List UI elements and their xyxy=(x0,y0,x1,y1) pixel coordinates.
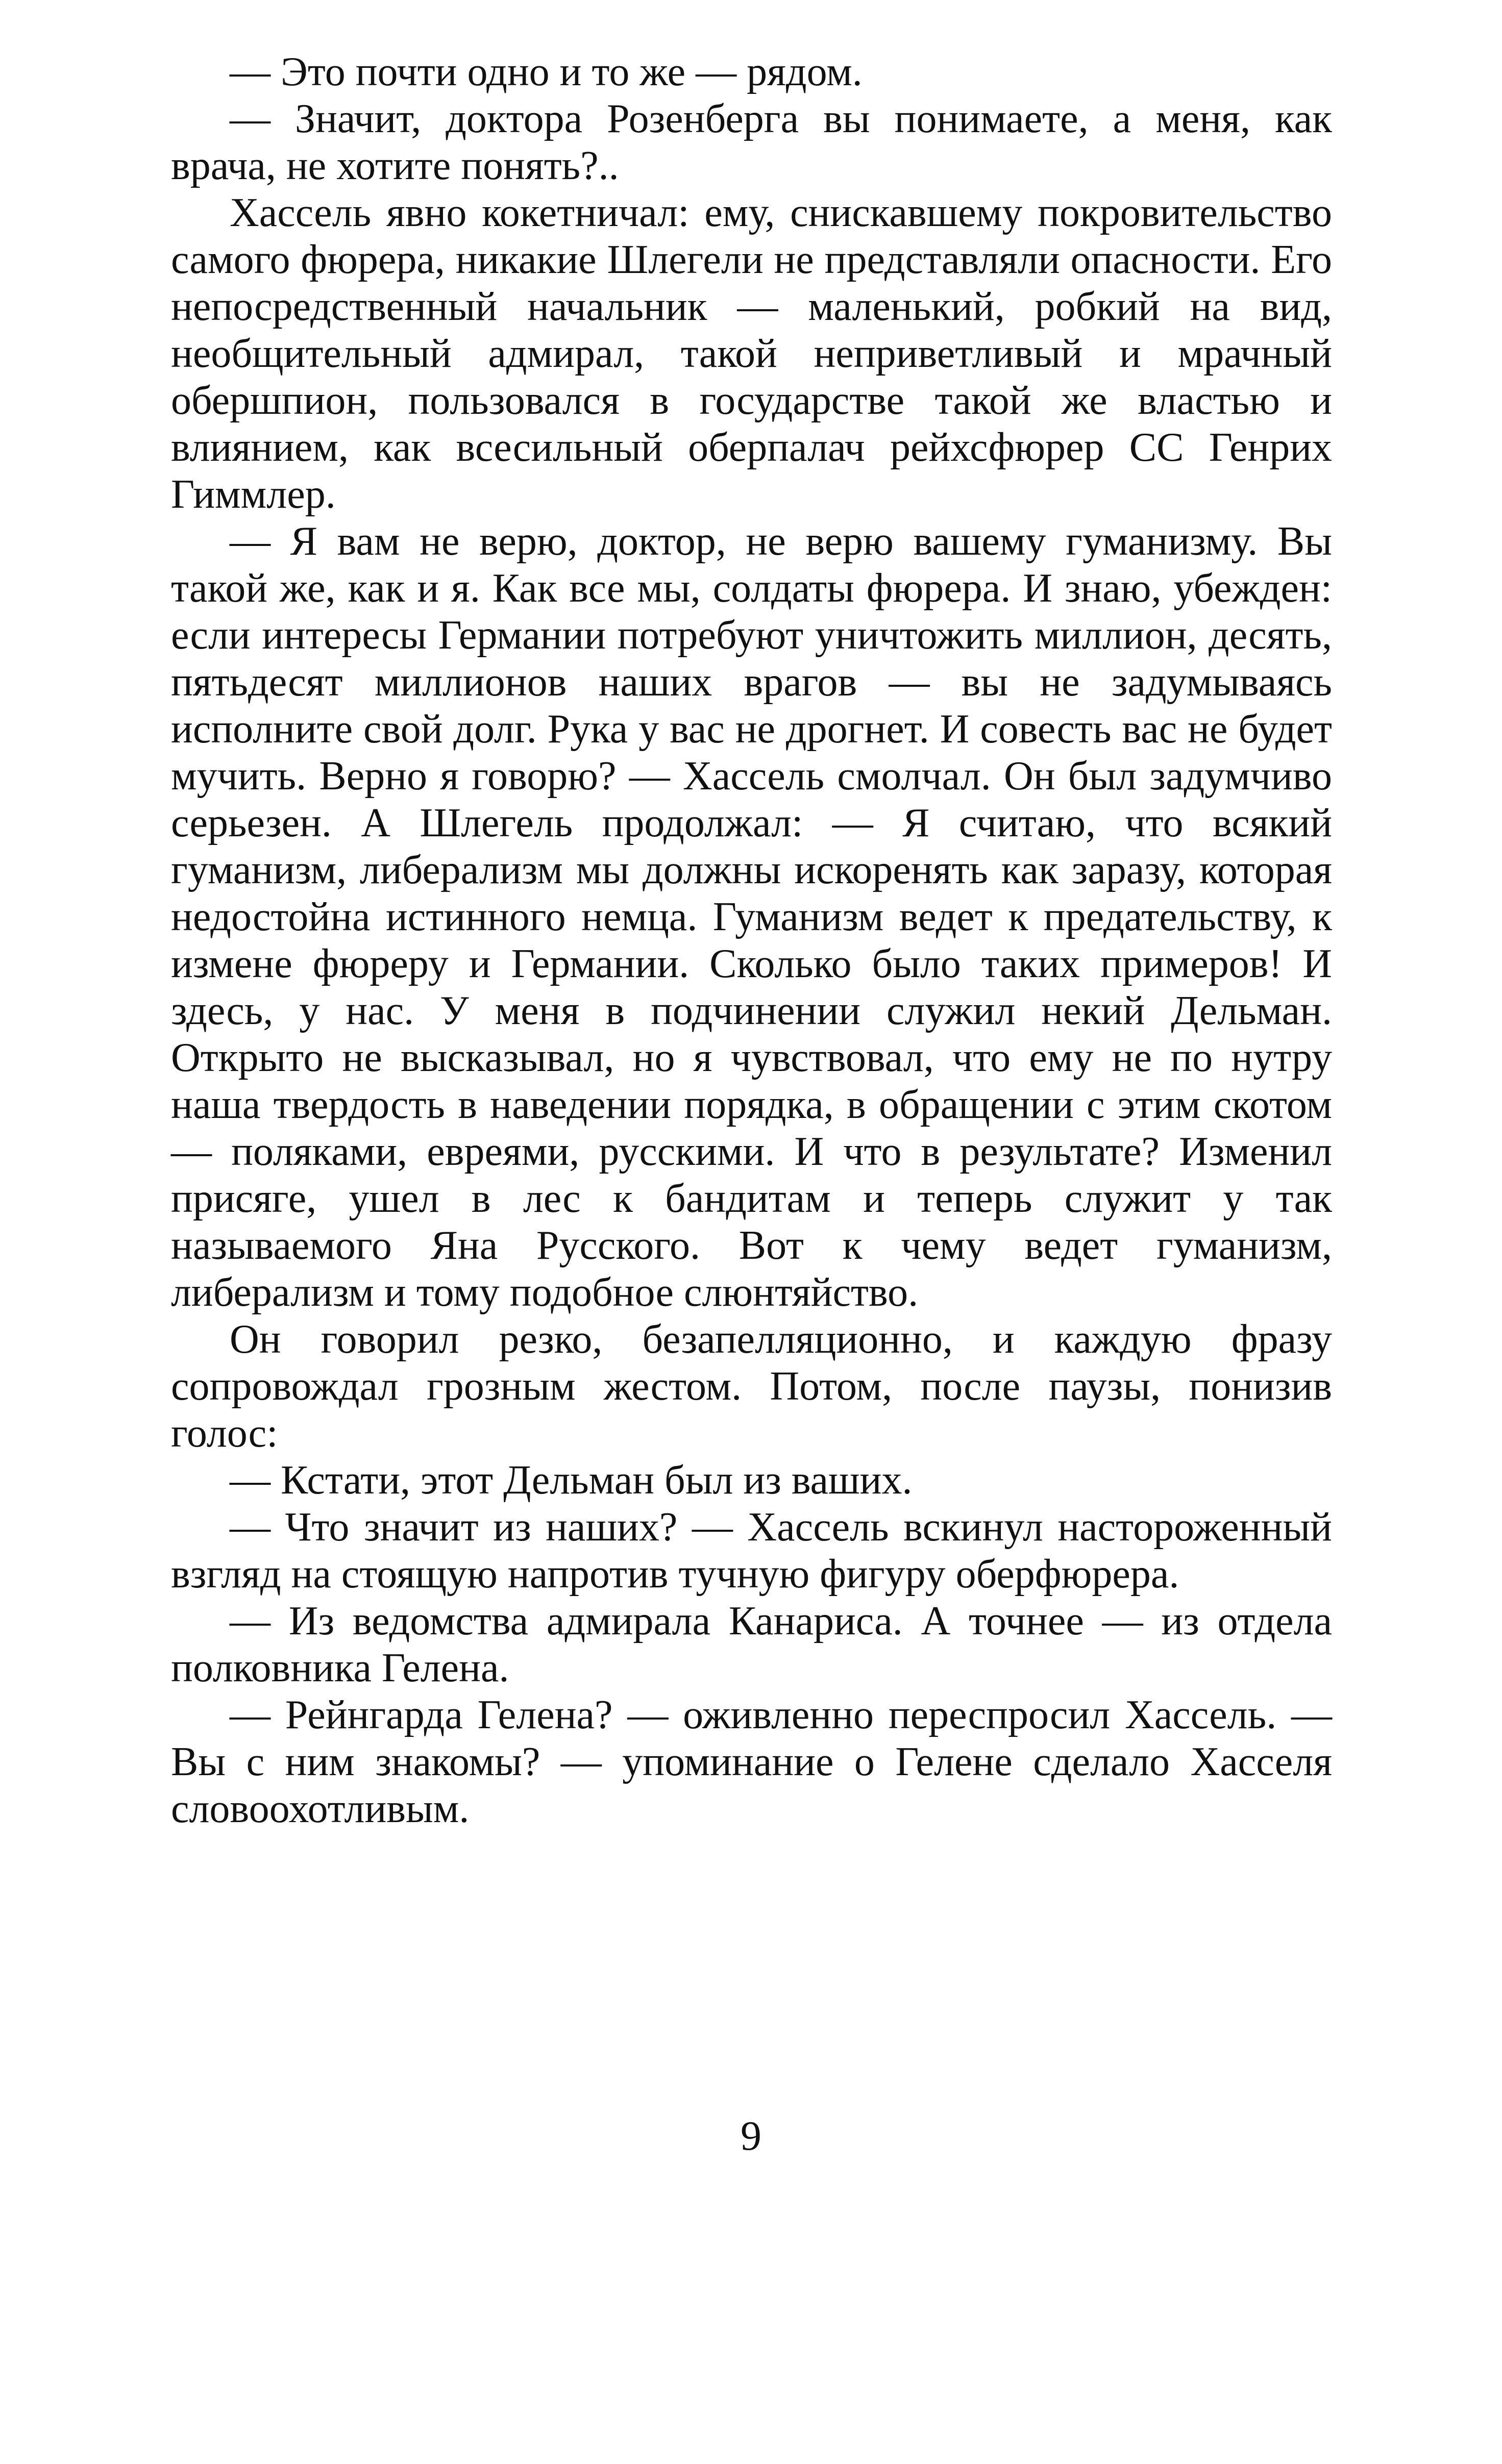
paragraph-9: — Рейнгарда Гелена? — оживленно переспросил Хассель. — Вы с ним знакомы? — упоминание о Гелене сделало Хасселя словоохотливым. xyxy=(171,1693,1332,1831)
paragraph-6: — Кстати, этот Дельман был из ваших. xyxy=(230,1458,913,1503)
paragraph-2: — Значит, доктора Розенберга вы понимаете, а меня, как врача, не хотите понять?.. xyxy=(171,96,1332,188)
paragraph-4: — Я вам не верю, доктор, не верю вашему гуманизму. Вы такой же, как и я. Как все мы, солдаты фюрера. И знаю, убежден: если интересы Германии потребуют уничтожить миллион, десять, пятьдесят миллионов наших врагов — вы не задумываясь исполните свой долг. Рука у вас не дрогнет. И совесть вас не будет мучить. Верно я говорю? — Хассель смолчал. Он был задумчиво серьезен. А Шлегель продолжал: — Я считаю, что всякий гуманизм, либерализм мы должны искоренять как заразу, которая недостойна истинного немца. Гуманизм ведет к предательству, к измене фюреру и Германии. Сколько было таких примеров! И здесь, у нас. У меня в подчинении служил некий Дельман. Открыто не высказывал, но я чувствовал, что ему не по нутру наша твердость в наведении порядка, в обращении с этим скотом — поляками, евреями, русскими. И что в результате? Изменил присяге, ушел в лес к бандитам и теперь служит у так называемого Яна Русского. Вот к чему ведет гуманизм, либерализм и тому подобное слюнтяйство. xyxy=(171,519,1332,1315)
paragraph-8: — Из ведомства адмирала Канариса. А точнее — из отдела полковника Гелена. xyxy=(171,1599,1332,1690)
body-text xyxy=(171,48,1332,1832)
paragraph-1: — Это почти одно и то же — рядом. xyxy=(230,49,863,94)
paragraph-7: — Что значит из наших? — Хассель вскинул настороженный взгляд на стоящую напротив тучную фигуру оберфюрера. xyxy=(171,1505,1332,1597)
paragraph-5: Он говорил резко, безапелляционно, и каждую фразу сопровождал грозным жестом. Потом, после паузы, понизив голос: xyxy=(171,1317,1332,1456)
paragraph-3: Хассель явно кокетничал: ему, снискавшему покровительство самого фюрера, никакие Шлегели не представляли опасности. Его непосредственный начальник — маленький, робкий на вид, необщительный адмирал, такой неприветливый и мрачный обершпион, пользовался в государстве такой же властью и влиянием, как всесильный оберпалач рейхсфюрер СС Генрих Гиммлер. xyxy=(171,190,1332,517)
page-number: 9 xyxy=(741,2112,761,2159)
